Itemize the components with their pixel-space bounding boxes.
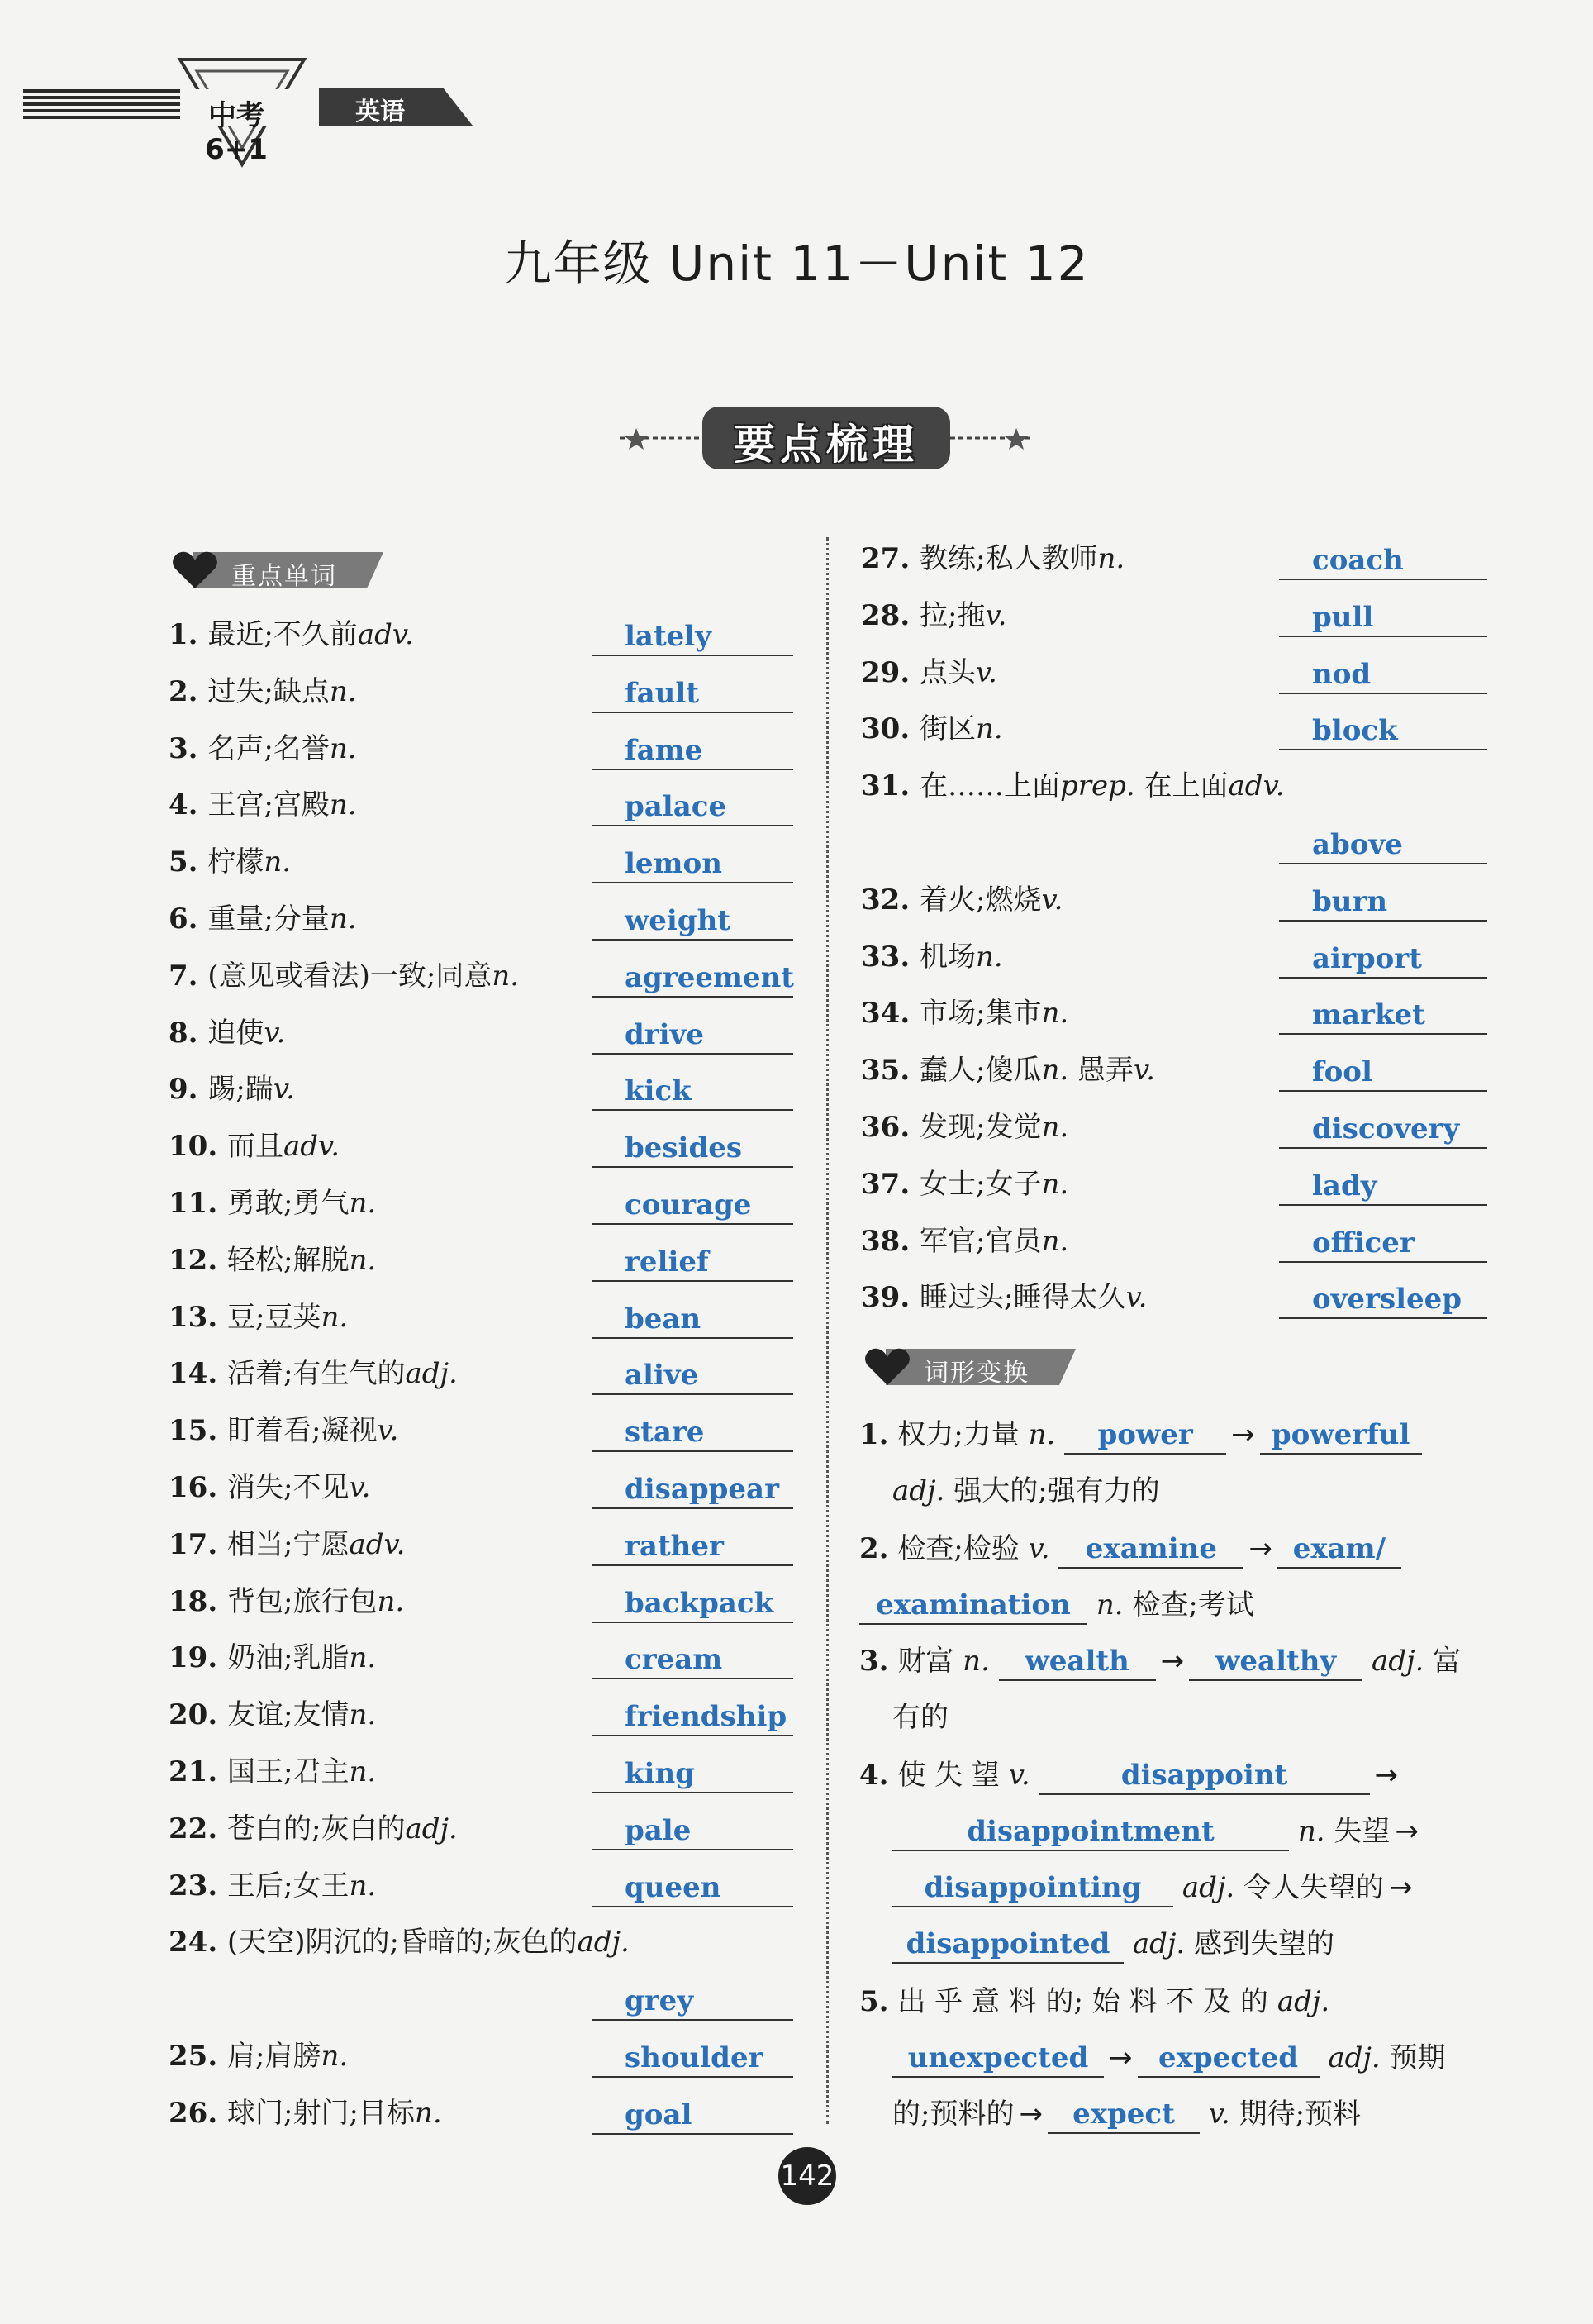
answer-blank[interactable] [1279, 1054, 1487, 1092]
word-form-item: 2. 检查;检验 v. examine → exam/ [859, 1526, 1401, 1569]
arrow-icon: → [1109, 2041, 1133, 2074]
word-form-item: 4. 使 失 望 v. disappoint → [859, 1752, 1403, 1795]
vocab-num: 6. [169, 902, 208, 936]
word-form-item-cont: unexpected → expected adj. 预期 [892, 2035, 1446, 2078]
vocab-pos2: v. [1133, 1054, 1155, 1088]
vocab-item [861, 1047, 1155, 1087]
answer-text: above [1312, 828, 1403, 861]
answer-blank[interactable] [1279, 997, 1487, 1035]
answer-text: queen [625, 1870, 721, 1904]
vocab-pos: n. [1097, 542, 1125, 575]
word-form-item-cont: examination n. 检查;考试 [859, 1582, 1254, 1625]
answer-blank[interactable]: powerful [1260, 1417, 1422, 1455]
answer-blank[interactable]: disappoint [1039, 1757, 1370, 1795]
vocab-item [861, 1274, 1147, 1314]
answer-text: fool [1312, 1055, 1372, 1089]
answer-text: lemon [625, 847, 722, 881]
answer-blank[interactable] [592, 1130, 793, 1168]
section-title: 重点单词 [231, 562, 337, 591]
vocab-item [169, 1919, 630, 1959]
vocab-num: 18. [169, 1584, 227, 1618]
vocab-cn: 市场;集市 [920, 997, 1042, 1031]
section-title: 词形变换 [924, 1359, 1030, 1388]
word-form-item: 5. 出 乎 意 料 的; 始 料 不 及 的 adj. [859, 1985, 1330, 2018]
vocab-pos: n. [492, 959, 520, 993]
vocab-cn: 军官;官员 [920, 1224, 1042, 1258]
vocab-pos: n. [329, 674, 357, 708]
vocab-item [861, 763, 1285, 802]
vocab-item [169, 1294, 348, 1334]
vocab-cn: 踢;踹 [207, 1073, 273, 1107]
vocab-pos: v. [985, 598, 1007, 632]
answer-blank[interactable]: disappointed [892, 1926, 1124, 1964]
section-tag-word-forms [861, 1345, 1076, 1388]
vocab-item [169, 1123, 340, 1163]
vocab-cn: 在……上面 [920, 769, 1060, 803]
word-form-item: 3. 财富 n. wealth → wealthy adj. 富 [859, 1638, 1461, 1681]
vocab-num: 9. [169, 1073, 208, 1107]
vocab-pos: n. [414, 2096, 442, 2130]
word-form-item-cont: disappointing adj. 令人失望的 → [892, 1864, 1418, 1907]
vocab-pos: n. [321, 1300, 349, 1334]
vocab-pos: n. [329, 902, 357, 936]
vocab-num: 2. [169, 674, 208, 708]
vocab-num: 39. [861, 1281, 920, 1315]
answer-text: agreement [625, 960, 795, 994]
vocab-item [861, 593, 1006, 632]
answer-text: pull [1312, 600, 1374, 634]
answer-text: lady [1312, 1169, 1377, 1202]
answer-blank[interactable] [592, 1187, 793, 1225]
answer-text: market [1312, 998, 1425, 1032]
vocab-cn: 着火;燃烧 [920, 883, 1042, 917]
answer-text: stare [625, 1416, 705, 1450]
answer-blank[interactable] [592, 675, 793, 713]
answer-text: pale [625, 1813, 692, 1847]
vocab-item [861, 650, 997, 689]
logo-text: 中考6+1 [205, 99, 268, 166]
answer-text: relief [625, 1245, 709, 1279]
vocab-cn: 机场 [920, 940, 976, 974]
vocab-pos: v. [377, 1414, 399, 1448]
answer-blank[interactable] [592, 1471, 793, 1509]
answer-blank[interactable] [1279, 883, 1487, 922]
vocab-cn: 活着;有生气的 [227, 1357, 406, 1391]
arrow-icon: → [1374, 1759, 1399, 1792]
vocab-item [861, 1104, 1068, 1144]
answer-blank[interactable] [1279, 1225, 1487, 1263]
vocab-item [169, 1464, 370, 1504]
vocab-cn: 奶油;乳脂 [227, 1641, 350, 1675]
vocab-item [169, 1863, 376, 1903]
vocab-cn: 拉;拖 [920, 598, 986, 632]
vocab-item [169, 1635, 376, 1674]
answer-text: palace [625, 790, 727, 824]
vocab-pos: n. [1041, 1167, 1069, 1201]
vocab-pos: n. [1041, 997, 1069, 1031]
answer-blank[interactable] [1279, 1168, 1487, 1206]
vocab-cn: 王宫;宫殿 [207, 788, 330, 822]
answer-blank[interactable] [592, 1528, 793, 1566]
vocab-item [169, 2090, 442, 2130]
vocab-pos: n. [1041, 1054, 1077, 1088]
vocab-num: 34. [861, 997, 920, 1031]
answer-blank[interactable] [1279, 599, 1487, 637]
column-divider [826, 537, 829, 2124]
answer-blank[interactable] [592, 1414, 793, 1452]
answer-blank[interactable] [592, 732, 793, 770]
answer-blank[interactable] [592, 845, 793, 883]
answer-text: block [1312, 714, 1398, 748]
vocab-cn: 肩;肩膀 [227, 2040, 321, 2073]
answer-blank[interactable] [592, 1641, 793, 1679]
answer-blank[interactable]: expected [1138, 2040, 1320, 2078]
vocab-cn: 名声;名誉 [207, 731, 330, 765]
answer-blank[interactable] [1279, 1111, 1487, 1149]
page-number: 142 [778, 2147, 836, 2205]
arrow-icon: → [1395, 1815, 1419, 1848]
vocab-cn: 发现;发觉 [920, 1111, 1042, 1144]
vocab-num: 10. [169, 1130, 227, 1164]
answer-text: oversleep [1312, 1283, 1462, 1317]
vocab-pos: n. [349, 1755, 377, 1788]
answer-blank[interactable] [592, 2097, 793, 2135]
answer-blank[interactable] [592, 1983, 793, 2021]
vocab-item [169, 612, 414, 651]
vocab-item [169, 726, 357, 765]
answer-blank[interactable] [592, 1073, 793, 1111]
vocab-cn: 女士;女子 [920, 1167, 1042, 1201]
vocab-cn: 最近;不久前 [207, 618, 358, 651]
vocab-num: 5. [169, 845, 208, 879]
vocab-num: 17. [169, 1527, 227, 1561]
vocab-item [169, 839, 291, 879]
vocab-pos: adv. [357, 618, 414, 651]
answer-blank[interactable] [592, 1755, 793, 1793]
answer-blank[interactable] [1279, 712, 1487, 750]
header-stripes [23, 89, 180, 122]
vocab-cn2: 愚弄 [1077, 1054, 1134, 1088]
word-form-item-cont: adj. 强大的;强有力的 [892, 1474, 1160, 1507]
vocab-num: 14. [169, 1357, 227, 1391]
vocab-num: 31. [861, 769, 920, 803]
answer-blank[interactable] [592, 1244, 793, 1282]
vocab-pos: v. [1041, 883, 1063, 917]
vocab-item [169, 1350, 458, 1390]
vocab-cn: 柠檬 [207, 845, 264, 879]
vocab-num: 15. [169, 1414, 227, 1448]
word-form-item: 1. 权力;力量 n. power → powerful [859, 1412, 1422, 1455]
vocab-item [169, 953, 519, 993]
vocab-num: 32. [861, 883, 920, 917]
section-banner [611, 395, 1041, 481]
vocab-num: 1. [169, 618, 208, 651]
vocab-num: 28. [861, 598, 920, 632]
vocab-pos: n. [349, 1187, 377, 1220]
vocab-cn2: 在上面 [1144, 769, 1229, 803]
answer-text: friendship [625, 1700, 787, 1734]
vocab-item [169, 1579, 404, 1618]
vocab-item [861, 1218, 1068, 1258]
answer-text: weight [625, 904, 731, 937]
answer-blank[interactable] [592, 618, 793, 656]
vocab-pos: adj. [577, 1926, 630, 1960]
word-form-item-cont: disappointed adj. 感到失望的 [892, 1921, 1334, 1964]
answer-text: rather [625, 1529, 724, 1563]
vocab-item [169, 1749, 376, 1788]
answer-blank[interactable] [592, 1698, 793, 1736]
answer-text: officer [1312, 1226, 1415, 1260]
answer-blank[interactable] [1279, 1281, 1487, 1319]
answer-blank[interactable]: examination [859, 1587, 1087, 1625]
answer-text: airport [1312, 941, 1422, 975]
vocab-num: 22. [169, 1812, 227, 1845]
arrow-icon: → [1248, 1532, 1272, 1565]
vocab-item [169, 1066, 295, 1106]
vocab-num: 20. [169, 1698, 227, 1732]
vocab-pos: v. [273, 1073, 295, 1107]
vocab-pos: prep. [1060, 769, 1144, 803]
answer-blank[interactable]: examine [1058, 1531, 1243, 1569]
vocab-cn: 背包;旅行包 [227, 1584, 378, 1618]
vocab-item [169, 2033, 348, 2073]
vocab-pos: n. [1041, 1111, 1069, 1144]
answer-text: backpack [625, 1586, 774, 1620]
vocab-pos: n. [321, 2040, 349, 2073]
answer-blank[interactable] [592, 788, 793, 826]
answer-blank[interactable] [1279, 826, 1487, 864]
answer-blank[interactable] [592, 960, 793, 998]
vocab-cn: 消失;不见 [227, 1471, 350, 1504]
answer-blank[interactable]: wealth [999, 1643, 1156, 1681]
answer-blank[interactable]: exam/ [1277, 1531, 1401, 1569]
vocab-num: 36. [861, 1111, 920, 1144]
vocab-pos: adv. [349, 1527, 406, 1561]
answer-blank[interactable]: disappointment [892, 1813, 1289, 1851]
vocab-item [169, 1407, 398, 1447]
vocab-item [169, 1692, 376, 1731]
answer-text: bean [625, 1302, 701, 1336]
vocab-cn: 勇敢;勇气 [227, 1187, 350, 1220]
answer-blank[interactable] [1279, 656, 1487, 694]
vocab-pos2: adv. [1228, 769, 1285, 803]
vocab-pos: n. [264, 845, 292, 879]
vocab-num: 13. [169, 1300, 227, 1334]
vocab-pos: n. [976, 940, 1003, 974]
vocab-cn: 过失;缺点 [207, 674, 330, 708]
vocab-cn: 教练;私人教师 [920, 542, 1098, 575]
arrow-icon: → [1389, 1871, 1413, 1904]
answer-blank[interactable]: expect [1048, 2096, 1200, 2134]
answer-text: kick [625, 1074, 692, 1108]
vocab-pos: n. [349, 1243, 377, 1277]
vocab-num: 3. [169, 731, 208, 765]
answer-text: fault [625, 676, 699, 710]
vocab-cn: 友谊;友情 [227, 1698, 350, 1732]
answer-blank[interactable] [592, 1869, 793, 1907]
vocab-pos: adj. [405, 1812, 458, 1845]
vocab-item [169, 896, 357, 936]
answer-blank[interactable]: unexpected [892, 2040, 1104, 2078]
answer-text: disappear [625, 1473, 779, 1506]
vocab-pos: n. [329, 788, 357, 822]
vocab-num: 38. [861, 1224, 920, 1258]
vocab-num: 23. [169, 1869, 227, 1903]
answer-blank[interactable]: power [1064, 1417, 1226, 1455]
vocab-cn: 球门;射门;目标 [227, 2096, 415, 2130]
answer-blank[interactable] [592, 2040, 793, 2078]
vocab-pos: v. [349, 1471, 371, 1504]
vocab-cn: 国王;君主 [227, 1755, 350, 1788]
vocab-pos: v. [264, 1016, 286, 1050]
vocab-pos: v. [976, 655, 997, 689]
vocab-num: 37. [861, 1167, 920, 1201]
vocab-num: 35. [861, 1054, 920, 1088]
vocab-num: 29. [861, 655, 920, 689]
answer-text: cream [625, 1643, 723, 1677]
word-form-item-cont: disappointment n. 失望 → [892, 1808, 1424, 1851]
vocab-num: 24. [169, 1926, 227, 1960]
arrow-icon: → [1160, 1645, 1185, 1678]
vocab-pos: v. [1125, 1281, 1148, 1315]
vocab-cn: (意见或看法)一致;同意 [207, 959, 492, 993]
answer-text: drive [625, 1017, 704, 1051]
answer-text: goal [625, 2098, 692, 2131]
vocab-cn: 豆;豆荚 [227, 1300, 321, 1334]
vocab-item [861, 934, 1003, 974]
vocab-item [861, 706, 1003, 745]
answer-text: alive [625, 1359, 699, 1393]
answer-text: nod [1312, 657, 1372, 691]
vocab-pos: n. [329, 731, 357, 765]
vocab-num: 33. [861, 940, 920, 974]
vocab-cn: 睡过头;睡得太久 [920, 1281, 1126, 1315]
vocab-num: 7. [169, 959, 208, 993]
vocab-cn: 盯着看;凝视 [227, 1414, 378, 1448]
vocab-item [169, 1010, 285, 1050]
vocab-cn: 迫使 [207, 1016, 264, 1050]
answer-text: besides [625, 1131, 743, 1165]
answer-blank[interactable] [592, 1301, 793, 1339]
vocab-item [861, 1161, 1068, 1201]
answer-text: grey [625, 1984, 694, 2018]
heart-icon [172, 550, 218, 590]
vocab-num: 8. [169, 1016, 208, 1050]
vocab-item [169, 1522, 406, 1561]
vocab-cn: 重量;分量 [207, 902, 330, 936]
answer-text: discovery [1312, 1112, 1460, 1145]
vocab-item [169, 1237, 376, 1277]
vocab-cn: 轻松;解脱 [227, 1243, 350, 1277]
vocab-pos: n. [1041, 1224, 1069, 1258]
answer-blank[interactable] [592, 1017, 793, 1055]
vocab-pos: n. [349, 1641, 377, 1675]
section-tag-key-words [169, 549, 383, 592]
vocab-pos: n. [377, 1584, 405, 1618]
vocab-num: 25. [169, 2040, 227, 2073]
vocab-pos: adj. [405, 1357, 458, 1391]
word-form-item-cont: 的;预料的 → expect v. 期待;预料 [892, 2091, 1361, 2134]
answer-text: courage [625, 1188, 752, 1222]
arrow-icon: → [1019, 2098, 1043, 2131]
answer-blank[interactable] [592, 1812, 793, 1850]
vocab-cn: 而且 [227, 1130, 283, 1164]
answer-blank[interactable] [592, 1585, 793, 1623]
vocab-num: 16. [169, 1471, 227, 1504]
answer-blank[interactable]: wealthy [1189, 1643, 1362, 1681]
answer-blank[interactable] [592, 1357, 793, 1395]
vocab-num: 21. [169, 1755, 227, 1788]
word-form-item-cont: 有的 [892, 1701, 949, 1734]
vocab-cn: 苍白的;灰白的 [227, 1812, 406, 1845]
subject-tab [319, 88, 473, 126]
vocab-item [169, 782, 357, 821]
vocab-num: 11. [169, 1187, 227, 1220]
vocab-cn: 王后;女王 [227, 1869, 350, 1903]
answer-blank[interactable] [592, 902, 793, 941]
vocab-item [861, 990, 1068, 1030]
vocab-cn: 街区 [920, 712, 976, 746]
answer-blank[interactable]: disappointing [892, 1869, 1173, 1907]
answer-text: burn [1312, 884, 1388, 918]
vocab-num: 27. [861, 542, 920, 575]
subject-label: 英语 [355, 98, 405, 126]
vocab-num: 26. [169, 2096, 227, 2130]
arrow-icon: → [1231, 1418, 1255, 1451]
vocab-pos: adv. [283, 1130, 340, 1164]
vocab-item [861, 877, 1063, 917]
vocab-item [169, 669, 357, 708]
vocab-cn: 点头 [920, 655, 976, 689]
vocab-num: 19. [169, 1641, 227, 1675]
banner-title: 要点梳理 [734, 421, 919, 469]
vocab-num: 30. [861, 712, 920, 746]
vocab-cn: 相当;宁愿 [227, 1527, 350, 1561]
answer-text: coach [1312, 544, 1404, 577]
vocab-cn: 蠢人;傻瓜 [920, 1054, 1042, 1088]
vocab-pos: n. [349, 1869, 377, 1903]
answer-blank[interactable] [1279, 941, 1487, 979]
page-title: 九年级 Unit 11－Unit 12 [503, 236, 1090, 292]
vocab-item [169, 1180, 376, 1220]
answer-text: shoulder [625, 2041, 763, 2074]
vocab-num: 4. [169, 788, 208, 822]
vocab-pos: n. [349, 1698, 377, 1732]
series-logo [164, 53, 321, 169]
vocab-cn: (天空)阴沉的;昏暗的;灰色的 [227, 1926, 578, 1960]
answer-text: king [625, 1757, 695, 1790]
vocab-num: 12. [169, 1243, 227, 1277]
answer-text: fame [625, 733, 703, 767]
vocab-pos: n. [976, 712, 1003, 746]
vocab-item [861, 536, 1125, 575]
answer-text: lately [625, 620, 711, 653]
vocab-item [169, 1806, 458, 1845]
answer-blank[interactable] [1279, 542, 1487, 580]
heart-icon [864, 1347, 911, 1387]
